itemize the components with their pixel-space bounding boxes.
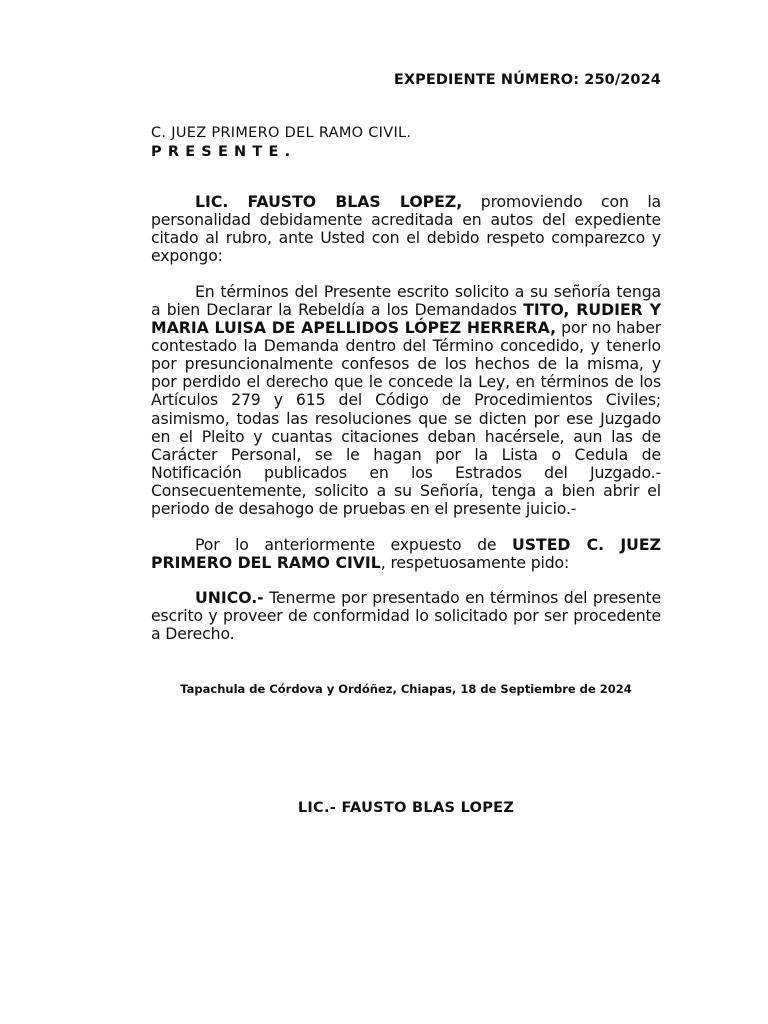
paragraph-petition	[151, 536, 661, 572]
defendants-names: TITO, RUDIER Y MARIA LUISA DE APELLIDOS LÓPEZ HERRERA,	[151, 299, 661, 338]
paragraph-intro-text: promoviendo con la personalidad debidamente acreditada en autos del expediente citado al rubro, ante Usted con el debido respeto comparezco y expongo:	[151, 192, 661, 266]
addressee-block	[151, 124, 411, 162]
paragraph-request	[151, 283, 661, 518]
paragraph-unico-text: Tenerme por presentado en términos del presente escrito y proveer de conformidad lo solicitado por ser procedente a Derecho.	[151, 588, 661, 644]
document-body	[151, 193, 661, 661]
unico-label: UNICO.-	[195, 588, 264, 608]
paragraph-petition-text-b: , respetuosamente pido:	[380, 552, 570, 572]
judge-reference: USTED C. JUEZ PRIMERO DEL RAMO CIVIL	[151, 534, 661, 572]
paragraph-request-text-a: En términos del Presente escrito solicito a su señoría tenga a bien Declarar la Rebeldía a los Demandados	[151, 281, 661, 319]
paragraph-intro	[151, 193, 661, 265]
paragraph-petition-text-a: Por lo anteriormente expuesto de	[195, 534, 512, 554]
place-and-date: Tapachula de Córdova y Ordóñez, Chiapas, 18 de Septiembre de 2024	[180, 682, 632, 696]
paragraph-unico	[151, 589, 661, 643]
signature-name: LIC.- FAUSTO BLAS LOPEZ	[297, 800, 515, 816]
addressee-judge: C. JUEZ PRIMERO DEL RAMO CIVIL.	[151, 125, 412, 141]
case-number: EXPEDIENTE NÚMERO: 250/2024	[393, 72, 661, 88]
addressee-presente: PRESENTE.	[151, 144, 297, 160]
paragraph-request-text-b: por no haber contestado la Demanda dentro del Término concedido, y tenerlo por presuncionalmente confesos de los hechos de la misma, y por perdido el derecho que le concede la Ley, en términos de los Artículos 279 y 615 del Código de Procedimientos Civiles; asimismo, todas las resoluciones que se dicten por ese Juzgado en el Pleito y cuantas citaciones deban hacérsele, aun las de Carácter Personal, se le hagan por la Lista o Cedula de Notificación publicados en los Estrados del Juzgado.- Consecuentemente, solicito a su Señoría, tenga a bien abrir el periodo de desahogo de pruebas en el presente juicio.-	[151, 318, 661, 518]
lawyer-name: LIC. FAUSTO BLAS LOPEZ,	[195, 192, 463, 211]
